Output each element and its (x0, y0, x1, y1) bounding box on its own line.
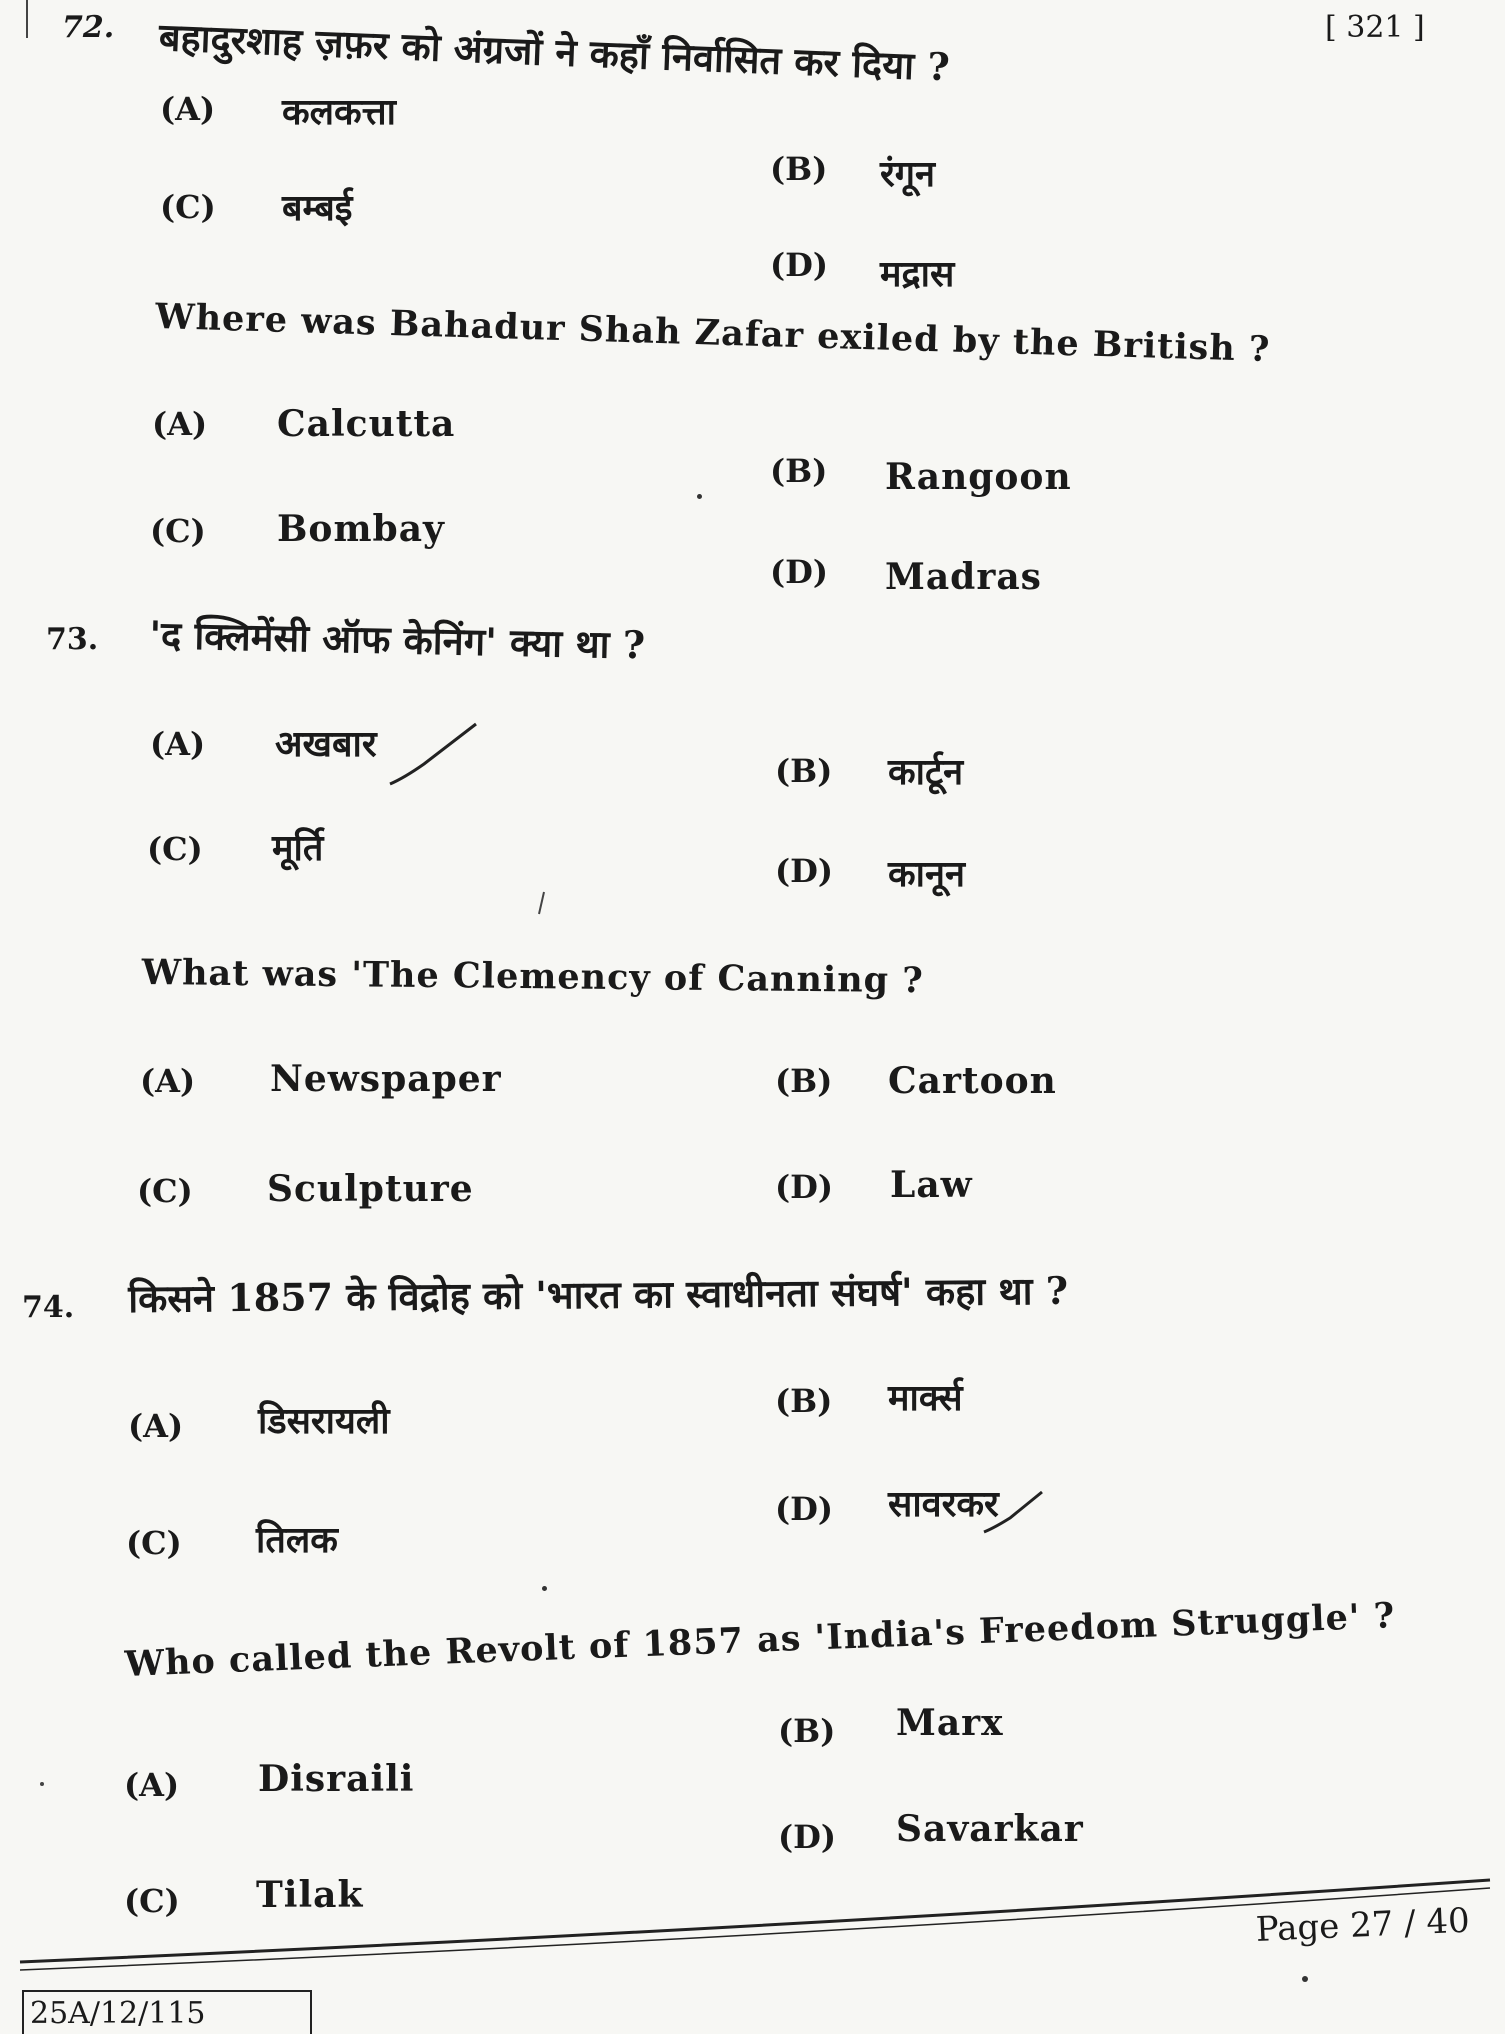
option-label: (A) (140, 1062, 196, 1100)
option-text: Newspaper (270, 1058, 502, 1100)
tick-mark (980, 1488, 1048, 1538)
option-text: कानून (888, 853, 965, 895)
option-text: Cartoon (888, 1060, 1057, 1102)
option-text: सावरकर (888, 1483, 999, 1525)
dot-mark (1302, 1976, 1308, 1982)
option-label: (B) (775, 1062, 833, 1100)
page-code: [ 321 ] (1325, 10, 1425, 45)
option-text: Marx (896, 1702, 1004, 1744)
option-label: (D) (775, 1168, 834, 1206)
option-label: (B) (775, 752, 833, 790)
option-label: (C) (124, 1882, 180, 1920)
option-text: Disraili (258, 1758, 415, 1800)
option-label: (B) (778, 1712, 836, 1750)
question-hindi: किसने 1857 के विद्रोह को 'भारत का स्वाधीनता संघर्ष' कहा था ? (128, 1267, 1069, 1321)
option-text: Savarkar (896, 1808, 1084, 1850)
question-english: What was 'The Clemency of Canning ? (141, 952, 925, 1002)
option-text: डिसरायली (258, 1400, 390, 1442)
option-label: (C) (126, 1524, 182, 1562)
option-text: Calcutta (277, 403, 456, 445)
option-text: Bombay (277, 508, 445, 550)
booklet-code: 25A/12/115 (30, 1996, 206, 2031)
question-english: Who called the Revolt of 1857 as 'India's Freedom Struggle' ? (124, 1595, 1397, 1685)
option-label: (C) (160, 188, 216, 226)
dot-mark (697, 494, 702, 499)
option-text: तिलक (256, 1519, 338, 1561)
option-label: (D) (775, 1490, 834, 1528)
option-text: कार्टून (888, 751, 964, 793)
option-text: Sculpture (267, 1168, 474, 1210)
option-label: (C) (150, 512, 206, 550)
option-label: (A) (128, 1407, 184, 1445)
option-label: (C) (137, 1172, 193, 1210)
option-text: Rangoon (885, 456, 1072, 498)
option-text: मूर्ति (272, 827, 324, 869)
option-label: (A) (150, 725, 206, 763)
option-text: Tilak (256, 1874, 364, 1916)
tick-mark (384, 718, 484, 788)
option-label: (B) (770, 150, 828, 188)
dot-mark (542, 1586, 547, 1591)
question-number: 74. (22, 1290, 75, 1325)
option-label: (D) (775, 852, 834, 890)
option-label: (A) (152, 405, 208, 443)
dot-mark (40, 1782, 44, 1786)
question-number: 73. (46, 622, 99, 657)
question-english: Where was Bahadur Shah Zafar exiled by the British ? (154, 296, 1272, 371)
stray-mark (535, 890, 547, 918)
option-text: Madras (885, 556, 1042, 598)
booklet-code-box (22, 1990, 312, 2034)
option-label: (B) (775, 1382, 833, 1420)
option-label: (D) (770, 246, 829, 284)
option-text: बम्बई (282, 187, 353, 229)
question-hindi: 'द क्लिमेंसी ऑफ केनिंग' क्या था ? (148, 611, 646, 668)
left-margin-line (26, 0, 28, 38)
option-text: मार्क्स (888, 1377, 963, 1419)
option-label: (A) (160, 90, 216, 128)
option-label: (D) (770, 553, 829, 591)
question-number: 72. (62, 10, 115, 45)
option-label: (B) (770, 452, 828, 490)
option-text: कलकत्ता (282, 91, 396, 133)
option-text: मद्रास (880, 253, 955, 295)
page-number: Page 27 / 40 (1255, 1900, 1471, 1950)
option-text: Law (890, 1164, 973, 1206)
question-hindi: बहादुरशाह ज़फ़र को अंग्रजों ने कहाँ निर्वासित कर दिया ? (158, 13, 951, 90)
option-text: अखबार (275, 723, 377, 765)
option-label: (D) (778, 1818, 837, 1856)
option-text: रंगून (880, 153, 935, 195)
option-label: (A) (124, 1766, 180, 1804)
option-label: (C) (147, 830, 203, 868)
